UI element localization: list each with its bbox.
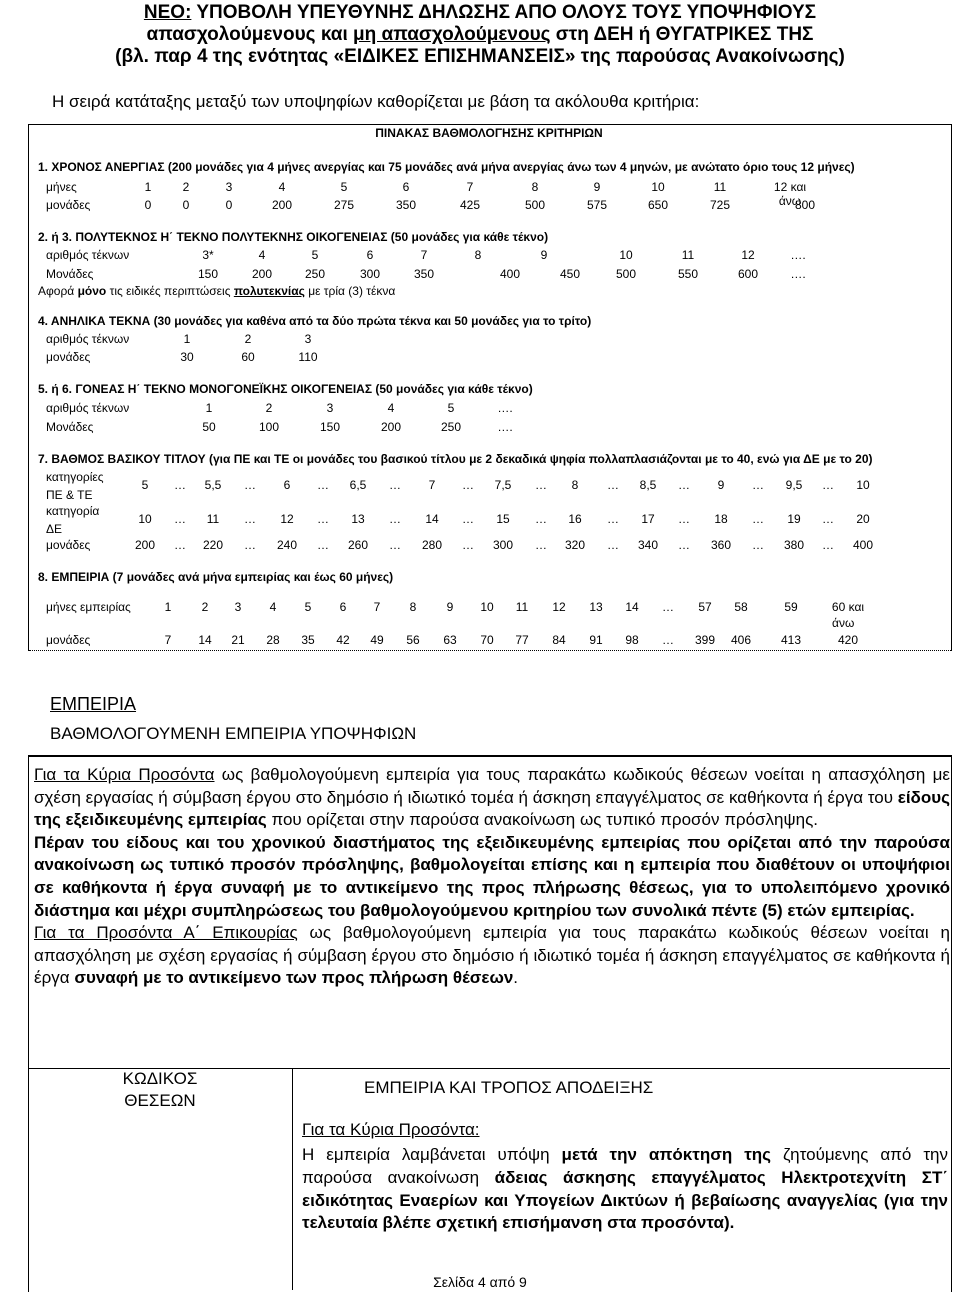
table-cell: 2 <box>244 332 252 346</box>
table-cell: 11 <box>206 512 220 526</box>
table-cell: 550 <box>677 267 699 281</box>
proof-text-c: ζητούμενης από την παρούσα ανακοίνωση <box>302 1145 948 1187</box>
table-cell: 2 <box>201 600 209 614</box>
table-cell: … <box>535 512 547 526</box>
table-cell: …. <box>790 267 806 281</box>
table-cell: … <box>662 633 674 647</box>
table-cell: … <box>662 600 674 614</box>
table-cell: 100 <box>258 420 280 434</box>
experience-paragraph-3 <box>34 922 950 990</box>
table-cell: 10 <box>138 512 152 526</box>
table-cell: … <box>244 512 256 526</box>
table-cell: 3 <box>225 180 233 194</box>
table-cell: 56 <box>406 633 420 647</box>
table-cell: 5,5 <box>204 478 222 492</box>
table-cell: 77 <box>515 633 529 647</box>
table-cell: 20 <box>856 512 870 526</box>
table-cell: 6 <box>339 600 347 614</box>
header-line-1 <box>0 2 960 24</box>
table-cell: 250 <box>304 267 326 281</box>
table-cell: … <box>752 478 764 492</box>
table-cell: …. <box>790 248 806 262</box>
table-cell: 1 <box>144 180 152 194</box>
table-cell: 7 <box>164 633 172 647</box>
table-cell: 250 <box>440 420 462 434</box>
table-cell: 60 <box>241 350 255 364</box>
table-cell: 12 <box>741 248 755 262</box>
criterion-7-row2-label <box>46 502 99 538</box>
table-cell: 360 <box>710 538 732 552</box>
table-cell: 28 <box>266 633 280 647</box>
table-cell: 11 <box>681 248 695 262</box>
table-cell: 57 <box>698 600 712 614</box>
criterion-1-row1-label: μήνες <box>46 180 77 194</box>
note-part-e: με τρία (3) τέκνα <box>304 284 396 298</box>
table-cell: 275 <box>333 198 355 212</box>
page-number: Σελίδα 4 από 9 <box>433 1274 527 1290</box>
code-table-column-rule <box>292 1068 293 1290</box>
table-cell: 16 <box>568 512 582 526</box>
table-cell: 350 <box>395 198 417 212</box>
criterion-7-row1-label <box>46 468 104 504</box>
table-cell: 30 <box>180 350 194 364</box>
table-cell: 1 <box>164 600 172 614</box>
table-cell: 60 και <box>831 600 865 614</box>
table-cell: 98 <box>625 633 639 647</box>
criterion-2-title: 2. ή 3. ΠΟΛΥΤΕΚΝΟΣ Η΄ ΤΕΚΝΟ ΠΟΛΥΤΕΚΝΗΣ ΟΙΚΟΓΕΝΕΙΑΣ (50 μονάδες για κάθε τέκνο) <box>38 230 549 244</box>
table-cell: 18 <box>714 512 728 526</box>
experience-paragraph-1 <box>34 764 950 832</box>
table-cell: 413 <box>780 633 802 647</box>
table-cell: 6,5 <box>349 478 367 492</box>
table-cell: 8,5 <box>639 478 657 492</box>
table-cell: 9 <box>540 248 548 262</box>
criterion-8-row1-label: μήνες εμπειρίας <box>46 600 131 614</box>
table-cell: … <box>752 538 764 552</box>
p1-text: ως βαθμολογούμενη εμπειρία για τους παρακάτω κωδικούς θέσεων νοείται η απασχόληση με σχέση εργασίας ή σύμβαση έργου στο δημόσιο ή ιδιωτικό τομέα ή άσκηση επαγγέλματος σε καθήκοντα ή έργα του <box>34 765 950 807</box>
criteria-table-title: ΠΙΝΑΚΑΣ ΒΑΘΜΟΛΟΓΗΣΗΣ ΚΡΙΤΗΡΙΩΝ <box>375 126 603 140</box>
table-cell: 4 <box>387 401 395 415</box>
label-category: κατηγορία <box>46 504 100 518</box>
table-cell: 4 <box>278 180 286 194</box>
table-cell: … <box>607 512 619 526</box>
table-cell: 500 <box>615 267 637 281</box>
table-cell: 650 <box>647 198 669 212</box>
table-cell: 5 <box>304 600 312 614</box>
note-part-a: Αφορά <box>38 284 78 298</box>
table-cell: 3 <box>326 401 334 415</box>
code-column-header <box>70 1068 250 1112</box>
table-cell: 8 <box>474 248 482 262</box>
table-cell: 4 <box>258 248 266 262</box>
table-cell: 7 <box>373 600 381 614</box>
table-cell: …. <box>497 420 513 434</box>
table-cell: … <box>244 538 256 552</box>
table-cell: … <box>607 478 619 492</box>
label-pe-te: ΠΕ & ΤΕ <box>46 488 93 502</box>
table-cell: 5 <box>447 401 455 415</box>
table-cell: 420 <box>837 633 859 647</box>
label-de: ΔΕ <box>46 522 63 536</box>
table-cell: 9 <box>593 180 601 194</box>
table-cell: 3 <box>304 332 312 346</box>
p1-lead: Για τα Κύρια Προσόντα <box>34 765 215 784</box>
table-cell: 150 <box>197 267 219 281</box>
table-cell: 59 <box>784 600 798 614</box>
table-cell: … <box>607 538 619 552</box>
table-cell: 4 <box>269 600 277 614</box>
table-cell: 300 <box>359 267 381 281</box>
experience-column-header: ΕΜΠΕΙΡΙΑ ΚΑΙ ΤΡΟΠΟΣ ΑΠΟΔΕΙΞΗΣ <box>364 1078 654 1097</box>
experience-heading: ΕΜΠΕΙΡΙΑ <box>50 694 137 714</box>
table-cell: 5 <box>311 248 319 262</box>
table-cell: 10 <box>856 478 870 492</box>
table-cell: 7 <box>466 180 474 194</box>
table-cell: 12 και άνω <box>773 180 807 208</box>
table-cell: 800 <box>794 198 816 212</box>
table-cell: 19 <box>787 512 801 526</box>
table-cell: 725 <box>709 198 731 212</box>
table-cell: 63 <box>443 633 457 647</box>
table-cell: 7 <box>420 248 428 262</box>
table-cell: 350 <box>413 267 435 281</box>
table-cell: 575 <box>586 198 608 212</box>
criterion-4-row2-label: μονάδες <box>46 350 91 364</box>
table-cell: … <box>389 478 401 492</box>
table-cell: 7,5 <box>494 478 512 492</box>
table-cell: 12 <box>552 600 566 614</box>
table-cell: …. <box>497 401 513 415</box>
header-line2-a: απασχολούμενους και <box>146 24 354 45</box>
header-line2-b: μη απασχολούμενους <box>353 24 551 45</box>
table-cell: 450 <box>559 267 581 281</box>
label-categories: κατηγορίες <box>46 470 104 484</box>
table-cell: 0 <box>144 198 152 212</box>
table-cell: 1 <box>205 401 213 415</box>
table-cell: 6 <box>283 478 291 492</box>
table-cell: 240 <box>276 538 298 552</box>
proof-text-d: άδειας άσκησης επαγγέλματος Ηλεκτροτεχνίτη ΣΤ΄ ειδικότητας Εναερίων και Υπογείων Δικτύων ή βεβαίωσης αναγγελίας (για την τελευταία βλέπε σχετική επισήμανση στα προσόντα). <box>302 1167 949 1233</box>
table-cell: 600 <box>737 267 759 281</box>
header-line2-c: στη ΔΕΗ ή ΘΥΓΑΤΡΙΚΕΣ ΤΗΣ <box>550 24 814 45</box>
table-cell: 42 <box>336 633 350 647</box>
table-cell: 300 <box>492 538 514 552</box>
criterion-8-title: 8. ΕΜΠΕΙΡΙΑ (7 μονάδες ανά μήνα εμπειρίας και έως 60 μήνες) <box>38 570 394 584</box>
code-header-a: ΚΩΔΙΚΟΣ <box>122 1069 198 1088</box>
table-cell: 10 <box>651 180 665 194</box>
criterion-5-title: 5. ή 6. ΓΟΝΕΑΣ Η΄ ΤΕΚΝΟ ΜΟΝΟΓΟΝΕΪΚΗΣ ΟΙΚΟΓΕΝΕΙΑΣ (50 μονάδες για κάθε τέκνο) <box>38 382 533 396</box>
table-cell: 14 <box>425 512 439 526</box>
table-cell: 35 <box>301 633 315 647</box>
table-cell: … <box>752 512 764 526</box>
table-cell: 17 <box>641 512 655 526</box>
table-cell: 2 <box>182 180 190 194</box>
table-cell: 8 <box>409 600 417 614</box>
criterion-1-row2-label: μονάδες <box>46 198 91 212</box>
table-cell: 110 <box>298 350 318 364</box>
proof-text-a: Η εμπειρία λαμβάνεται υπόψη <box>302 1145 562 1164</box>
table-cell: … <box>535 478 547 492</box>
note-part-b: μόνο <box>77 284 107 298</box>
criterion-2-row1-label: αριθμός τέκνων <box>46 248 130 262</box>
table-cell: 500 <box>524 198 546 212</box>
table-cell: 6 <box>366 248 374 262</box>
criterion-5-row1-label: αριθμός τέκνων <box>46 401 130 415</box>
table-cell: 380 <box>783 538 805 552</box>
table-cell: … <box>678 538 690 552</box>
table-cell: 280 <box>421 538 443 552</box>
criterion-2-row2-label: Μονάδες <box>46 267 94 281</box>
p3-bold: συναφή με το αντικείμενο των προς πλήρωση θέσεων <box>74 968 514 988</box>
table-cell: 400 <box>499 267 521 281</box>
table-cell: 70 <box>480 633 494 647</box>
table-cell: 200 <box>251 267 273 281</box>
table-cell: 425 <box>459 198 481 212</box>
table-cell: 320 <box>564 538 586 552</box>
intro-text: Η σειρά κατάταξης μεταξύ των υποψηφίων καθορίζεται με βάση τα ακόλουθα κριτήρια: <box>52 92 700 111</box>
table-cell: 399 <box>694 633 716 647</box>
table-cell: 21 <box>231 633 245 647</box>
table-cell: 9,5 <box>785 478 803 492</box>
table-cell: 200 <box>380 420 402 434</box>
table-cell: 11 <box>515 600 529 614</box>
table-cell: … <box>317 512 329 526</box>
table-cell: 6 <box>402 180 410 194</box>
table-cell: … <box>389 538 401 552</box>
table-cell: 13 <box>589 600 603 614</box>
table-cell: 84 <box>552 633 566 647</box>
table-cell: 50 <box>202 420 216 434</box>
criterion-4-title: 4. ΑΝΗΛΙΚΑ ΤΕΚΝΑ (30 μονάδες για καθένα από τα δύο πρώτα τέκνα και 50 μονάδες για το τρίτο) <box>38 314 592 328</box>
p1-end: που ορίζεται στην παρούσα ανακοίνωση ως τυπικό προσόν πρόσληψης. <box>266 810 818 830</box>
proof-text-b: μετά την απόκτηση της <box>561 1145 772 1164</box>
p1-bold: είδους της εξειδικευμένης εμπειρίας <box>34 787 950 830</box>
table-cell: 7 <box>428 478 436 492</box>
table-cell: 400 <box>852 538 874 552</box>
table-cell: 8 <box>571 478 579 492</box>
table-cell: … <box>822 478 834 492</box>
table-cell: … <box>174 478 186 492</box>
note-part-c: τις ειδικές περιπτώσεις <box>106 284 234 298</box>
table-cell: 3 <box>234 600 242 614</box>
table-cell: 0 <box>182 198 190 212</box>
table-cell: 5 <box>340 180 348 194</box>
experience-proof-text <box>302 1144 948 1235</box>
main-qualifications-label: Για τα Κύρια Προσόντα: <box>302 1120 480 1139</box>
table-cell: 13 <box>351 512 365 526</box>
table-cell: 200 <box>134 538 156 552</box>
table-cell: 49 <box>370 633 384 647</box>
header-line-3: (βλ. παρ 4 της ενότητας «ΕΙΔΙΚΕΣ ΕΠΙΣΗΜΑΝΣΕΙΣ» της παρούσας Ανακοίνωσης) <box>115 46 845 67</box>
criterion-8-row2-label: μονάδες <box>46 633 91 647</box>
table-cell: 3* <box>202 248 214 262</box>
experience-paragraph-2: Πέραν του είδους και του χρονικού διαστήματος της εξειδικευμένης εμπειρίας που ορίζεται από την παρούσα ανακοίνωση ως τυπικό προσόν πρόσληψης, βαθμολογείται επίσης και η εμπειρία που διαθέτουν οι υποψήφιοι σε καθήκοντα ή έργα συναφή με το αντικείμενο της προς πλήρωσης θέσεως, για το υπολειπόμενο χρονικό διάστημα και μέχρι συμπληρώσεως του βαθμολογούμενου κριτηρίου των συνολικά πέντε (5) ετών εμπειρίας. <box>34 832 950 920</box>
table-cell: 0 <box>225 198 233 212</box>
table-cell: 12 <box>280 512 294 526</box>
code-header-b: ΘΕΣΕΩΝ <box>124 1091 196 1110</box>
p3-lead: Για τα Προσόντα Α΄ Επικουρίας <box>34 923 298 943</box>
table-cell: … <box>462 538 474 552</box>
table-cell: 14 <box>198 633 212 647</box>
table-cell: 5 <box>141 478 149 492</box>
table-cell: 91 <box>589 633 603 647</box>
experience-body <box>34 764 950 990</box>
criterion-2-note <box>38 284 395 298</box>
table-cell: 200 <box>271 198 293 212</box>
table-cell: … <box>822 512 834 526</box>
criterion-4-row1-label: αριθμός τέκνων <box>46 332 130 346</box>
table-cell: 9 <box>717 478 725 492</box>
table-cell: 340 <box>637 538 659 552</box>
table-cell: 9 <box>446 600 454 614</box>
table-cell: … <box>462 512 474 526</box>
table-cell: 11 <box>713 180 727 194</box>
criterion-1-title: 1. ΧΡΟΝΟΣ ΑΝΕΡΓΙΑΣ (200 μονάδες για 4 μήνες ανεργίας και 75 μονάδες ανά μήνα ανεργίας άνω των 4 μηνών, με ανώτατο όριο τους 12 μήνες) <box>38 160 855 174</box>
criterion-5-row2-label: Μονάδες <box>46 420 94 434</box>
table-cell: … <box>244 478 256 492</box>
table-cell: 10 <box>619 248 633 262</box>
table-cell: … <box>174 538 186 552</box>
note-part-d: πολυτεκνίας <box>233 284 305 298</box>
table-cell: … <box>535 538 547 552</box>
table-cell: 14 <box>625 600 639 614</box>
table-cell: … <box>462 478 474 492</box>
header-new-label: ΝΕΟ: <box>143 2 192 23</box>
header-line1-text: ΥΠΟΒΟΛΗ ΥΠΕΥΘΥΝΗΣ ΔΗΛΩΣΗΣ ΑΠΟ ΟΛΟΥΣ ΤΟΥΣ ΥΠΟΨΗΦΙΟΥΣ <box>191 2 817 23</box>
table-cell: 150 <box>319 420 341 434</box>
criterion-7-row3-label: μονάδες <box>46 538 91 552</box>
table-cell: … <box>822 538 834 552</box>
table-cell: 8 <box>531 180 539 194</box>
p3-text: ως βαθμολογούμενη εμπειρία για τους παρακάτω κωδικούς θέσεων νοείται η απασχόληση με σχέση εργασίας ή σύμβαση έργου στο δημόσιο ή ιδιωτικό τομέα ή άσκηση επαγγέλματος σε καθήκοντα ή έργα <box>34 923 950 988</box>
table-cell: … <box>174 512 186 526</box>
table-cell: … <box>317 478 329 492</box>
table-cell: … <box>317 538 329 552</box>
table-cell: … <box>678 512 690 526</box>
table-cell: 260 <box>347 538 369 552</box>
table-cell: 2 <box>265 401 273 415</box>
criterion-8-row1-extra: άνω <box>832 616 855 630</box>
table-cell: … <box>678 478 690 492</box>
table-cell: 58 <box>734 600 748 614</box>
table-cell: 15 <box>496 512 510 526</box>
table-cell: 220 <box>202 538 224 552</box>
experience-subheading: ΒΑΘΜΟΛΟΓΟΥΜΕΝΗ ΕΜΠΕΙΡΙΑ ΥΠΟΨΗΦΙΩΝ <box>50 724 417 743</box>
header-line-2 <box>0 24 960 46</box>
criterion-7-title: 7. ΒΑΘΜΟΣ ΒΑΣΙΚΟΥ ΤΙΤΛΟΥ (για ΠΕ και ΤΕ οι μονάδες του βασικού τίτλου με 2 δεκαδικά ψηφία πολλαπλασιάζονται με το 40, ενώ για ΔΕ με το 20) <box>38 452 873 466</box>
p3-end: . <box>513 968 519 988</box>
table-cell: … <box>389 512 401 526</box>
table-cell: 1 <box>183 332 191 346</box>
table-cell: 406 <box>730 633 752 647</box>
table-cell: 10 <box>480 600 494 614</box>
